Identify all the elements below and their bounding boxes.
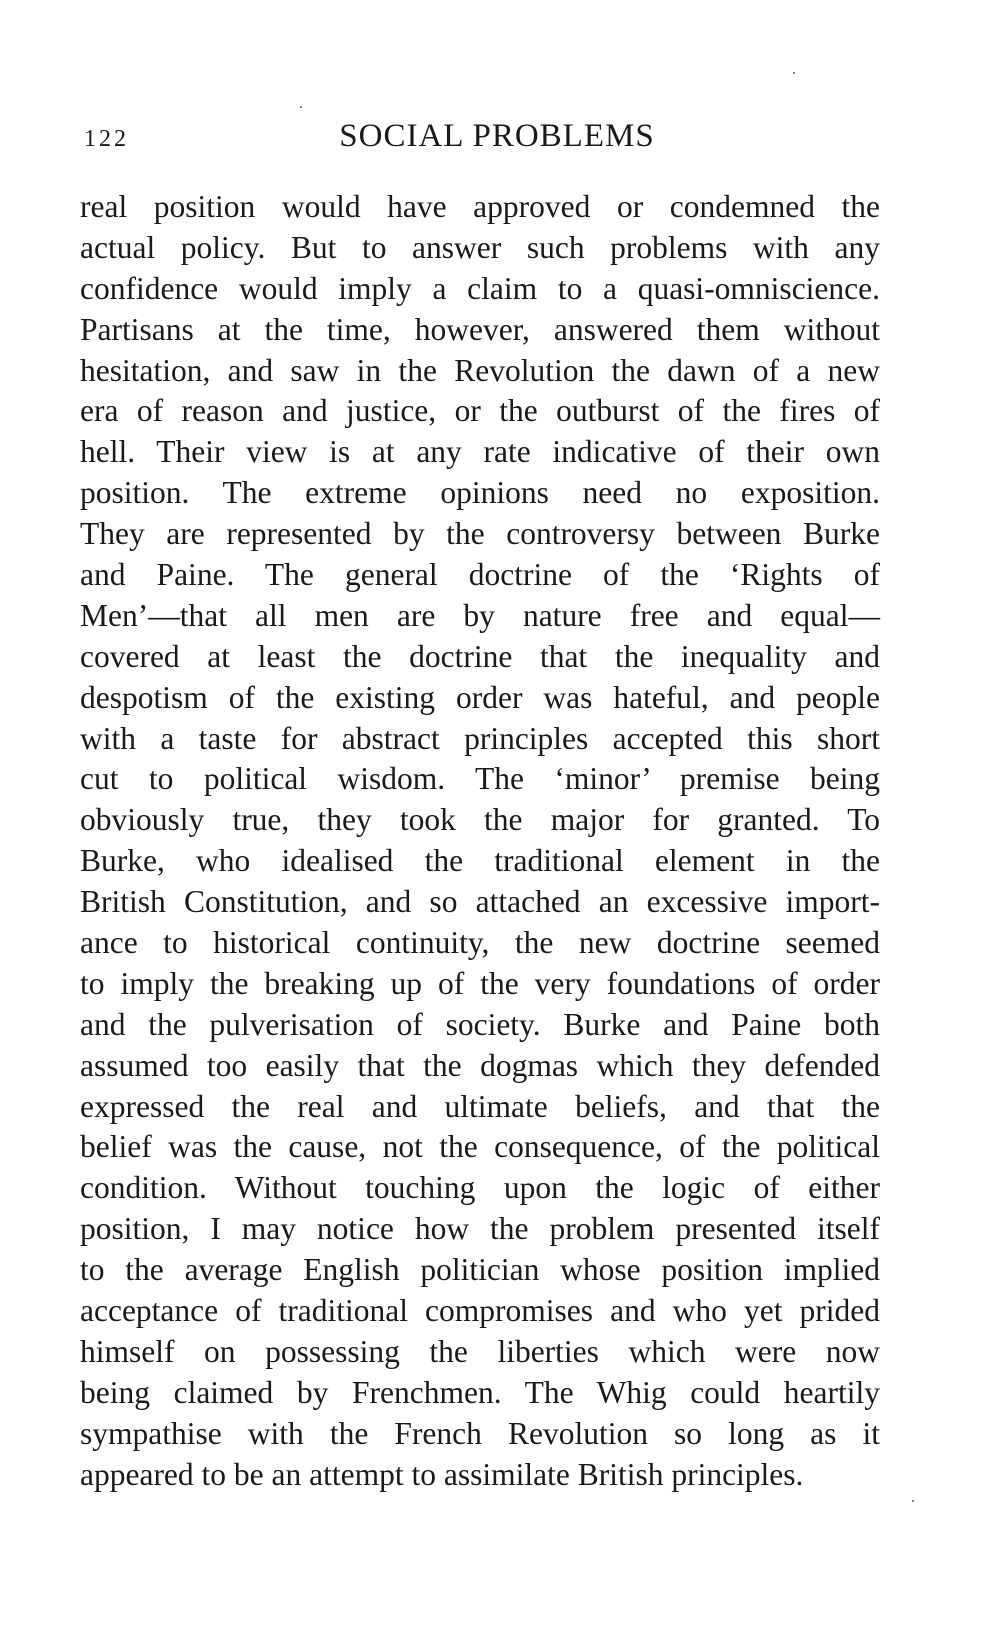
text-line: to imply the breaking up of the very foundations of order [80,965,880,1001]
text-line: condition. Without touching upon the logic of either [80,1170,880,1206]
text-line: obviously true, they took the major for granted. To [80,802,880,838]
text-line: They are represented by the controversy between Burke [80,516,880,552]
text-line: British Constitution, and so attached an excessive import- [80,884,880,920]
text-line: and Paine. The general doctrine of the ‘Rights of [80,557,880,593]
running-head: SOCIAL PROBLEMS [339,118,655,154]
text-line: belief was the cause, not the consequence, of the political [80,1129,880,1165]
text-line: assumed too easily that the dogmas which they defended [80,1047,880,1083]
text-line: cut to political wisdom. The ‘minor’ premise being [80,761,880,797]
text-line: confidence would imply a claim to a quasi-omniscience. [80,270,880,306]
text-line: Partisans at the time, however, answered them without [80,311,880,347]
scan-speck [793,72,795,74]
text-line: being claimed by Frenchmen. The Whig could heartily [80,1374,880,1410]
text-line: real position would have approved or condemned the [80,189,880,224]
page-header [82,118,912,162]
text-line: despotism of the existing order was hateful, and people [80,679,880,715]
text-line: to the average English politician whose position implied [80,1252,880,1288]
text-line: Men’—that all men are by nature free and equal— [80,597,880,633]
scan-speck [912,1500,914,1502]
text-line: himself on possessing the liberties which were now [80,1333,880,1369]
text-line: appeared to be an attempt to assimilate British principles. [80,1456,804,1492]
text-line: covered at least the doctrine that the inequality and [80,638,880,674]
text-line: hesitation, and saw in the Revolution the dawn of a new [80,352,880,388]
text-line: actual policy. But to answer such problems with any [80,229,880,265]
text-line: expressed the real and ultimate beliefs, and that the [80,1088,880,1124]
text-line: acceptance of traditional compromises and who yet prided [80,1293,880,1329]
text-line: with a taste for abstract principles accepted this short [80,720,880,756]
text-line: era of reason and justice, or the outburst of the fires of [80,393,880,429]
text-line: position, I may notice how the problem presented itself [80,1211,880,1247]
text-line: and the pulverisation of society. Burke and Paine both [80,1006,880,1042]
text-line: ance to historical continuity, the new doctrine seemed [80,925,880,961]
text-line: position. The extreme opinions need no exposition. [80,475,880,511]
text-line: hell. Their view is at any rate indicative of their own [80,434,880,470]
scan-speck [300,106,302,108]
body-text [80,187,880,1496]
text-line: sympathise with the French Revolution so long as it [80,1415,880,1451]
text-line: Burke, who idealised the traditional element in the [80,843,880,879]
page-number: 122 [84,126,129,152]
